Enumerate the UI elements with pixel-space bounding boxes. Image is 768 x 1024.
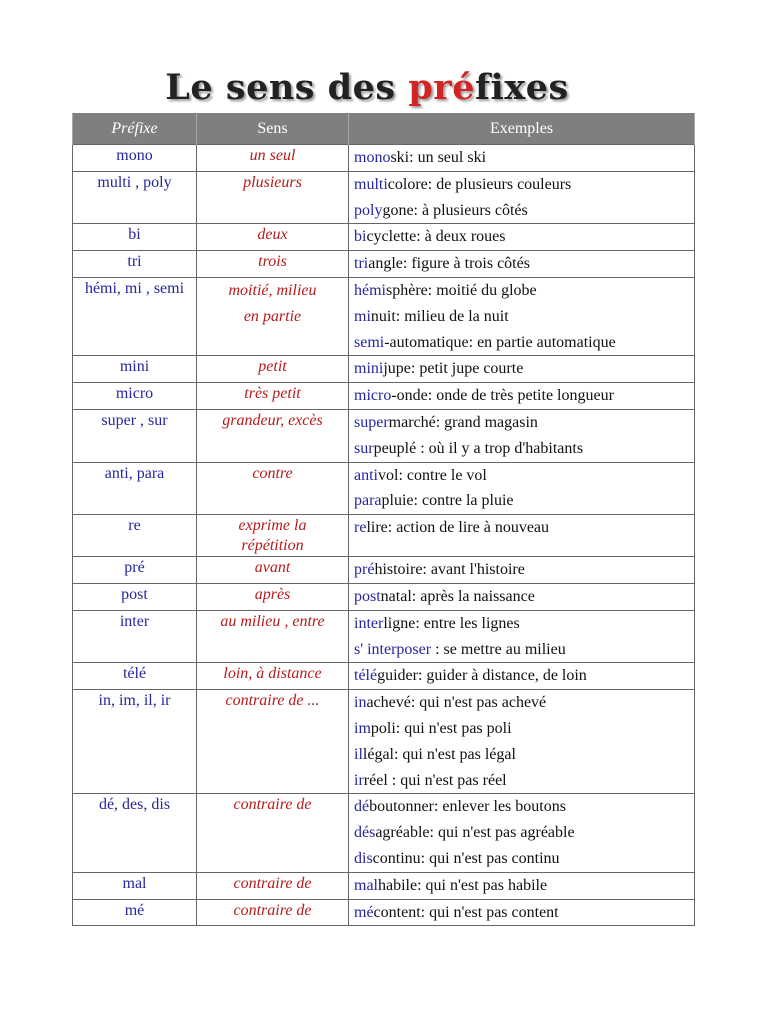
- sense-cell: [197, 583, 349, 610]
- header-prefix: Préfixe: [73, 113, 197, 145]
- prefix-cell: super , sur: [73, 409, 197, 462]
- sense-line: contraire de: [233, 901, 312, 919]
- sense-cell: [197, 690, 349, 794]
- sense-cell: [197, 356, 349, 383]
- example-text: natal: après la naissance: [380, 587, 535, 605]
- prefix-cell: post: [73, 583, 197, 610]
- examples-cell: [349, 224, 695, 251]
- example-line: [354, 663, 694, 689]
- example-prefix: im: [354, 719, 371, 737]
- sense-line: contraire de: [233, 796, 312, 814]
- sense-line: exprime la: [238, 517, 307, 535]
- example-prefix: para: [354, 492, 382, 510]
- table-row: [73, 899, 695, 926]
- example-line: [354, 330, 694, 356]
- example-line: [354, 637, 694, 663]
- example-prefix: multi: [354, 175, 388, 193]
- example-line: [354, 742, 694, 768]
- example-prefix: mal: [354, 876, 378, 894]
- example-line: [354, 820, 694, 846]
- sense-cell: [197, 224, 349, 251]
- example-line: [354, 873, 694, 899]
- example-prefix: in: [354, 694, 367, 712]
- table-row: [73, 224, 695, 251]
- sense-line: répétition: [241, 537, 304, 555]
- example-text: achevé: qui n'est pas achevé: [366, 694, 547, 712]
- example-text: nuit: milieu de la nuit: [370, 307, 509, 325]
- sense-line: trois: [258, 253, 287, 271]
- table-body: [73, 145, 695, 926]
- example-prefix: bi: [354, 228, 367, 246]
- sense-line: moitié, milieu: [228, 281, 317, 299]
- examples-cell: [349, 171, 695, 224]
- example-text: réel : qui n'est pas réel: [363, 771, 507, 789]
- prefix-cell: dé, des, dis: [73, 794, 197, 872]
- sense-line: contraire de: [233, 874, 312, 892]
- examples-cell: [349, 383, 695, 410]
- sense-line: un seul: [249, 147, 296, 164]
- example-prefix: micro: [354, 387, 392, 405]
- example-text: agréable: qui n'est pas agréable: [375, 824, 575, 842]
- header-examples: Exemples: [349, 113, 695, 145]
- examples-cell: [349, 794, 695, 872]
- sense-cell: [197, 899, 349, 926]
- example-text: gone: à plusieurs côtés: [382, 201, 528, 219]
- example-prefix: semi: [354, 333, 385, 351]
- examples-cell: [349, 583, 695, 610]
- example-text: habile: qui n'est pas habile: [378, 876, 548, 894]
- sense-line: après: [254, 585, 291, 603]
- table-row: [73, 610, 695, 663]
- example-prefix: super: [354, 413, 389, 431]
- sense-line: contraire de ...: [225, 692, 320, 710]
- prefix-table: [72, 113, 695, 926]
- sense-cell: [197, 557, 349, 584]
- table-row: [73, 251, 695, 278]
- example-text: ski: un seul ski: [390, 149, 487, 166]
- example-text: ligne: entre les lignes: [383, 614, 520, 632]
- example-text: sphère: moitié du globe: [386, 281, 537, 299]
- table-row: [73, 794, 695, 872]
- examples-cell: [349, 690, 695, 794]
- example-line: [354, 251, 694, 277]
- header-sense: Sens: [197, 113, 349, 145]
- example-line: [354, 278, 694, 304]
- examples-cell: [349, 356, 695, 383]
- prefix-cell: mini: [73, 356, 197, 383]
- prefix-cell: bi: [73, 224, 197, 251]
- example-text: -onde: onde de très petite longueur: [391, 387, 614, 405]
- table-row: [73, 872, 695, 899]
- example-line: [354, 584, 694, 610]
- prefix-cell: inter: [73, 610, 197, 663]
- sense-line: deux: [257, 226, 288, 244]
- prefix-cell: télé: [73, 663, 197, 690]
- sense-line: au milieu , entre: [220, 612, 325, 630]
- prefix-cell: in, im, il, ir: [73, 690, 197, 794]
- table-row: [73, 171, 695, 224]
- example-prefix: mini: [354, 360, 384, 378]
- sense-cell: [197, 663, 349, 690]
- examples-cell: [349, 899, 695, 926]
- examples-cell: [349, 145, 695, 172]
- example-prefix: poly: [354, 201, 383, 219]
- example-line: [354, 515, 694, 541]
- example-line: [354, 488, 694, 514]
- sense-line: plusieurs: [243, 173, 302, 191]
- example-prefix: hémi: [354, 281, 386, 299]
- example-text: pluie: contre la pluie: [381, 492, 514, 510]
- example-prefix: anti: [354, 466, 378, 484]
- sense-cell: [197, 872, 349, 899]
- examples-cell: [349, 557, 695, 584]
- sense-cell: [197, 409, 349, 462]
- table-header-row: [73, 113, 695, 145]
- sense-cell: [197, 251, 349, 278]
- example-line: [354, 463, 694, 489]
- example-line: [354, 356, 694, 382]
- example-prefix: dis: [354, 849, 373, 867]
- prefix-cell: anti, para: [73, 462, 197, 515]
- example-text: lire: action de lire à nouveau: [366, 519, 550, 537]
- example-prefix: inter: [354, 614, 384, 632]
- example-text: légal: qui n'est pas légal: [362, 745, 516, 763]
- example-prefix: post: [354, 587, 381, 605]
- sense-cell: [197, 515, 349, 557]
- example-text: jupe: petit jupe courte: [383, 360, 524, 378]
- example-line: [354, 690, 694, 716]
- prefix-cell: pré: [73, 557, 197, 584]
- example-prefix: dés: [354, 824, 376, 842]
- example-line: [354, 145, 694, 171]
- sense-cell: [197, 383, 349, 410]
- example-line: [354, 900, 694, 926]
- prefix-cell: hémi, mi , semi: [73, 277, 197, 355]
- table-row: [73, 462, 695, 515]
- example-line: [354, 224, 694, 250]
- examples-cell: [349, 409, 695, 462]
- title-main: Le sens des: [165, 67, 409, 108]
- example-text: content: qui n'est pas content: [373, 903, 559, 921]
- table-row: [73, 515, 695, 557]
- title-highlight: pré: [408, 67, 475, 108]
- sense-cell: [197, 171, 349, 224]
- prefix-cell: multi , poly: [73, 171, 197, 224]
- example-line: [354, 436, 694, 462]
- example-line: [354, 383, 694, 409]
- prefix-cell: mono: [73, 145, 197, 172]
- sense-cell: [197, 277, 349, 355]
- examples-cell: [349, 515, 695, 557]
- example-text: cyclette: à deux roues: [366, 228, 506, 246]
- example-line: [354, 768, 694, 794]
- example-text: poli: qui n'est pas poli: [370, 719, 512, 737]
- examples-cell: [349, 663, 695, 690]
- table-row: [73, 356, 695, 383]
- examples-cell: [349, 610, 695, 663]
- example-prefix: ir: [354, 771, 364, 789]
- sense-line: contre: [252, 464, 293, 482]
- examples-cell: [349, 462, 695, 515]
- sense-cell: [197, 462, 349, 515]
- sense-cell: [197, 145, 349, 172]
- examples-cell: [349, 251, 695, 278]
- sense-line: loin, à distance: [223, 665, 322, 683]
- example-prefix: sur: [354, 439, 374, 457]
- title-rest: fixes: [475, 67, 569, 108]
- example-text: guider: guider à distance, de loin: [377, 667, 587, 685]
- prefix-cell: mé: [73, 899, 197, 926]
- table-row: [73, 383, 695, 410]
- example-text: angle: figure à trois côtés: [368, 255, 530, 273]
- example-prefix: mé: [354, 903, 374, 921]
- example-text: vol: contre le vol: [378, 466, 487, 484]
- table-row: [73, 663, 695, 690]
- examples-cell: [349, 872, 695, 899]
- example-text: peuplé : où il y a trop d'habitants: [373, 439, 584, 457]
- page-title: [0, 66, 734, 110]
- example-text: continu: qui n'est pas continu: [372, 849, 560, 867]
- prefix-cell: re: [73, 515, 197, 557]
- example-prefix: télé: [354, 667, 378, 685]
- example-text: -automatique: en partie automatique: [384, 333, 616, 351]
- example-text: histoire: avant l'histoire: [374, 561, 525, 579]
- example-line: [354, 611, 694, 637]
- sense-line: très petit: [244, 385, 301, 403]
- examples-cell: [349, 277, 695, 355]
- sense-cell: [197, 794, 349, 872]
- example-text: : se mettre au milieu: [431, 640, 566, 658]
- prefix-cell: micro: [73, 383, 197, 410]
- table-row: [73, 145, 695, 172]
- example-line: [354, 716, 694, 742]
- example-line: [354, 198, 694, 224]
- prefix-cell: tri: [73, 251, 197, 278]
- table-row: [73, 690, 695, 794]
- sense-line: grandeur, excès: [222, 411, 323, 429]
- example-text: colore: de plusieurs couleurs: [387, 175, 572, 193]
- table-row: [73, 277, 695, 355]
- example-line: [354, 410, 694, 436]
- prefix-cell: mal: [73, 872, 197, 899]
- example-line: [354, 846, 694, 872]
- example-prefix: tri: [354, 255, 369, 273]
- table-row: [73, 583, 695, 610]
- example-prefix: s' interposer: [354, 640, 432, 658]
- sense-cell: [197, 610, 349, 663]
- example-line: [354, 557, 694, 583]
- example-prefix: re: [354, 519, 367, 537]
- sense-line: petit: [258, 358, 287, 376]
- example-text: boutonner: enlever les boutons: [369, 798, 566, 816]
- sense-line: en partie: [243, 307, 302, 325]
- example-prefix: il: [354, 745, 363, 763]
- table-row: [73, 557, 695, 584]
- example-line: [354, 172, 694, 198]
- example-prefix: pré: [354, 561, 375, 579]
- example-text: marché: grand magasin: [388, 413, 538, 431]
- example-line: [354, 794, 694, 820]
- example-prefix: mono: [354, 149, 391, 166]
- example-prefix: mi: [354, 307, 371, 325]
- example-line: [354, 304, 694, 330]
- table-row: [73, 409, 695, 462]
- example-prefix: dé: [354, 798, 370, 816]
- sense-line: avant: [254, 559, 291, 577]
